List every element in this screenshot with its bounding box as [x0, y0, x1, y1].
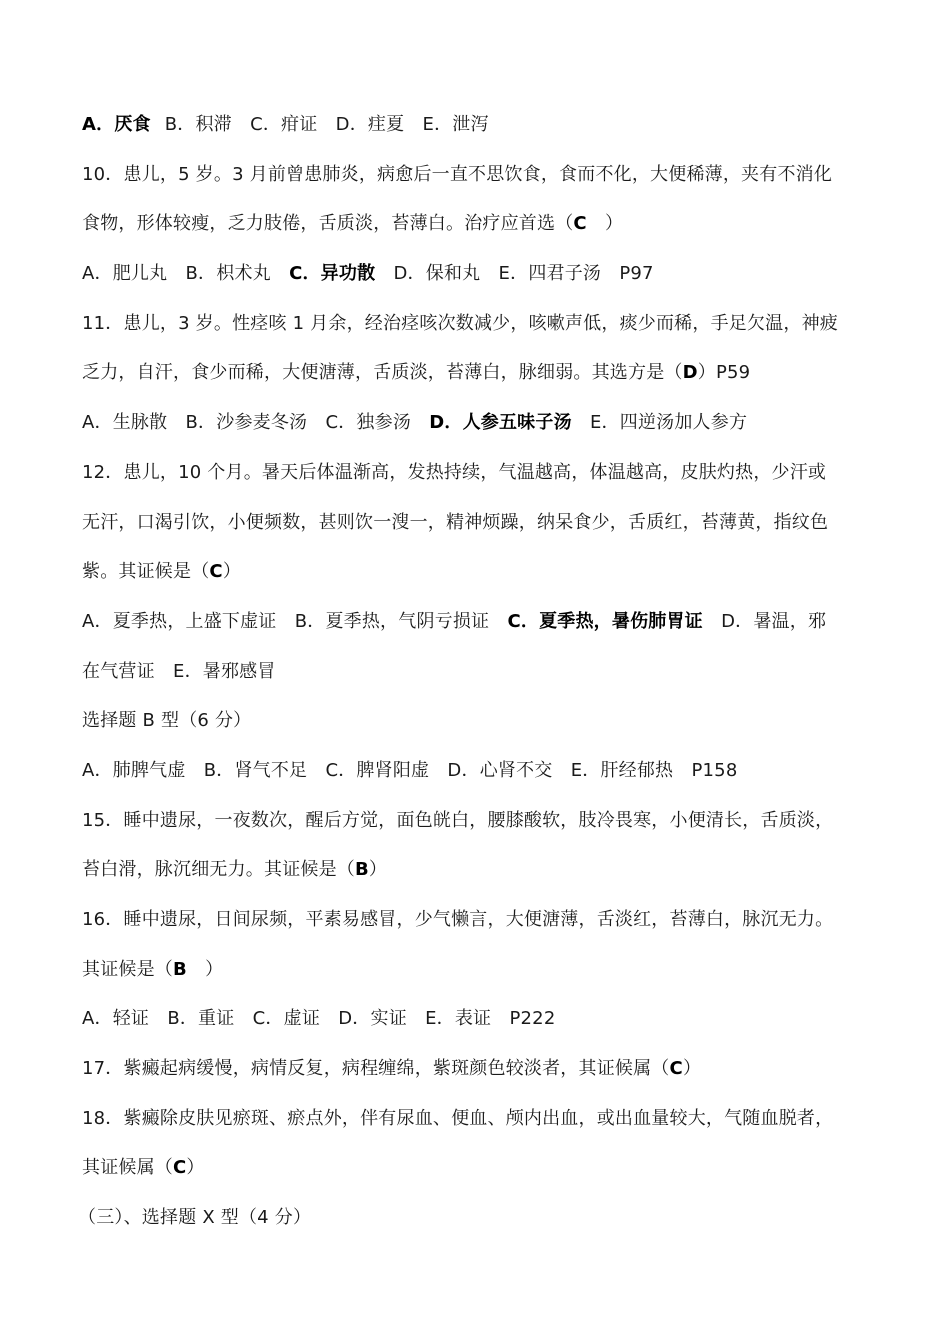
- options-q12-line-2: 在气营证 E．暑邪感冒: [82, 660, 276, 682]
- options-q15-16: A．肺脾气虚 B．肾气不足 C．脾肾阳虚 D．心肾不交 E．肝经郁热 P158: [82, 759, 738, 781]
- question-12-line-2: 无汗，口渴引饮，小便频数，甚则饮一溲一，精神烦躁，纳呆食少，舌质红，苔薄黄，指纹色: [82, 511, 829, 533]
- question-18-line-1: 18．紫癜除皮肤见瘀斑、瘀点外，伴有尿血、便血、颅内出血，或出血量较大，气随血脱者，: [82, 1107, 834, 1129]
- question-text: 苔白滑，脉沉细无力。其证候是（: [82, 859, 355, 881]
- question-end: ）: [186, 958, 224, 980]
- question-text: 其证候属（: [82, 1157, 173, 1179]
- question-12-line-3: [82, 558, 874, 608]
- answer-option: A．厌食: [82, 114, 151, 135]
- option-text: E．四逆汤加人参方: [571, 412, 748, 434]
- answer-option: C．异功散: [289, 263, 376, 285]
- question-11-line-2: [82, 359, 874, 409]
- question-end: ）: [586, 213, 624, 235]
- question-10-line-1: 10．患儿，5 岁。3 月前曾患肺炎，病愈后一直不思饮食，食而不化，大便稀薄，夹有不消化: [82, 163, 833, 185]
- answer-letter: C: [173, 1157, 187, 1179]
- answer-option: C．夏季热，暑伤肺胃证: [507, 610, 703, 632]
- answer-letter: C: [209, 561, 223, 583]
- option-text: A．肥儿丸 B．枳术丸: [82, 263, 290, 285]
- question-end: ）P59: [697, 362, 751, 384]
- answer-letter: D: [682, 362, 698, 384]
- answer-letter: C: [669, 1058, 683, 1080]
- options-q10: [82, 260, 874, 310]
- question-text: 17．紫癜起病缓慢，病情反复，病程缠绵，紫斑颜色较淡者，其证候属（: [82, 1058, 670, 1080]
- options-q11: [82, 409, 874, 459]
- option-text: B．积滞 C．疳证 D．疰夏 E．泄泻: [164, 114, 489, 135]
- question-15-line-2: [82, 856, 874, 906]
- question-end: ）: [222, 561, 242, 583]
- option-text: A．生脉散 B．沙参麦冬汤 C．独参汤: [82, 412, 430, 434]
- options-q17-18: A．轻证 B．重证 C．虚证 D．实证 E．表证 P222: [82, 1008, 556, 1030]
- answer-letter: C: [573, 213, 587, 235]
- question-text: 乏力，自汗，食少而稀，大便溏薄，舌质淡，苔薄白，脉细弱。其选方是（: [82, 362, 683, 384]
- question-17: [82, 1055, 874, 1105]
- question-text: 食物，形体较瘦，乏力肢倦，舌质淡，苔薄白。治疗应首选（: [82, 213, 574, 235]
- section-heading-b-type: 选择题 B 型（6 分）: [82, 710, 252, 732]
- option-text: A．夏季热，上盛下虚证 B．夏季热，气阴亏损证: [82, 610, 508, 632]
- question-end: ）: [368, 859, 388, 881]
- question-16-line-1: 16．睡中遗尿，日间尿频，平素易感冒，少气懒言，大便溏薄，舌淡红，苔薄白，脉沉无力。: [82, 909, 834, 930]
- question-12-line-1: 12．患儿，10 个月。暑天后体温渐高，发热持续，气温越高，体温越高，皮肤灼热，少汗或: [82, 461, 827, 483]
- option-text: D．暑温，邪: [702, 610, 827, 632]
- answer-letter: B: [173, 958, 187, 980]
- question-18-line-2: [82, 1154, 874, 1204]
- question-text: 其证候是（: [82, 958, 173, 980]
- option-text: D．保和丸 E．四君子汤 P97: [375, 263, 654, 285]
- options-q9: [82, 111, 874, 161]
- options-q12-line-1: [82, 608, 874, 658]
- question-text: 紫。其证候是（: [82, 561, 210, 583]
- section-heading-x-type: （三）、选择题 X 型（4 分）: [78, 1207, 312, 1229]
- answer-letter: B: [355, 859, 369, 881]
- answer-option: D．人参五味子汤: [429, 412, 572, 434]
- question-end: ）: [682, 1058, 702, 1080]
- question-end: ）: [186, 1157, 205, 1179]
- question-15-line-1: 15．睡中遗尿，一夜数次，醒后方觉，面色㿠白，腰膝酸软，肢冷畏寒，小便清长，舌质淡，: [82, 809, 834, 831]
- question-10-line-2: [82, 210, 874, 260]
- question-11-line-1: 11．患儿，3 岁。性痉咳 1 月余，经治痉咳次数减少，咳嗽声低，痰少而稀，手足欠温，神疲: [82, 312, 838, 334]
- document-page: [78, 111, 874, 1254]
- question-16-line-2: [82, 956, 874, 1006]
